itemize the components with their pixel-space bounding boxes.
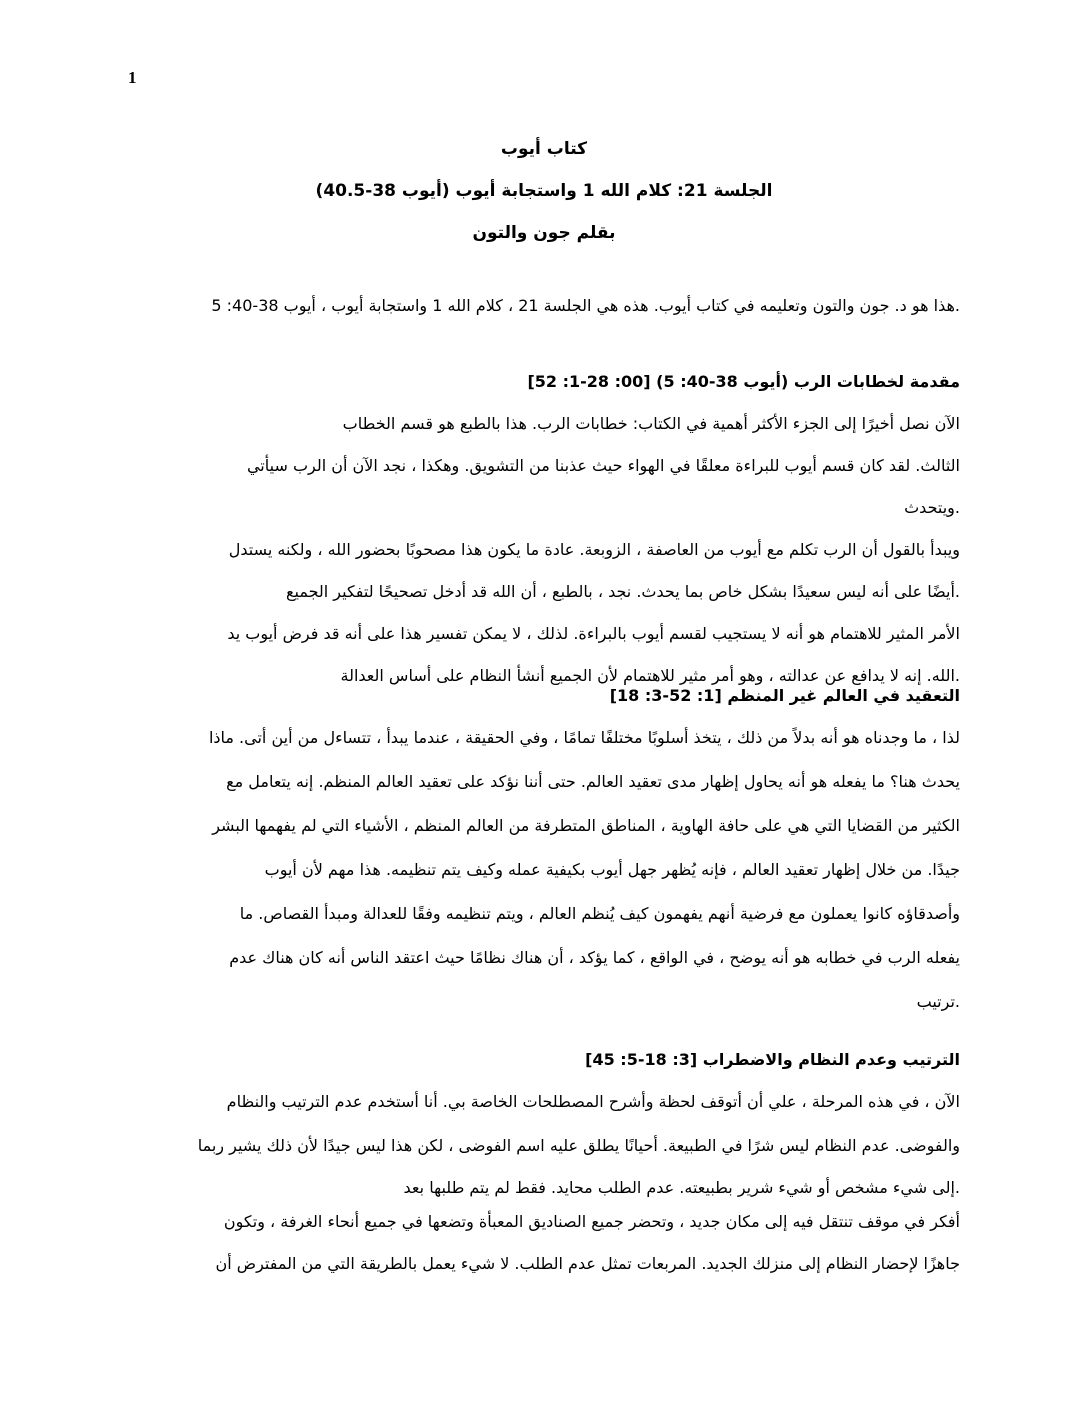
section-heading: مقدمة لخطابات الرب (أيوب 38-40: 5) [00: 28-1: 52] [527, 372, 960, 391]
paragraph-line: لذا ، ما وجدناه هو أنه بدلاً من ذلك ، يتخذ أسلوبًا مختلفًا تمامًا ، وفي الحقيقة ، عندما يبدأ ، تتساءل من أين أتى. ماذا [208, 728, 960, 747]
author-line: بقلم جون والتون [472, 223, 616, 243]
paragraph-line: .إلى شيء مشخص أو شيء شرير بطبيعته. عدم الطلب محايد. فقط لم يتم طلبها بعد [403, 1178, 960, 1197]
paragraph-line: يحدث هنا؟ ما يفعله هو أنه يحاول إظهار مدى تعقيد العالم. حتى أننا نؤكد على تعقيد العالم المنظم. إنه يتعامل مع [226, 772, 960, 791]
paragraph-line: الكثير من القضايا التي هي على حافة الهاوية ، المناطق المتطرفة من العالم المنظم ، الأشياء التي لم يفهمها البشر [212, 816, 960, 835]
paragraph-line: جاهزًا لإحضار النظام إلى منزلك الجديد. المربعات تمثل عدم الطلب. لا شيء يعمل بالطريقة التي من المفترض أن [215, 1254, 960, 1273]
paragraph-line: الأمر المثير للاهتمام هو أنه لا يستجيب لقسم أيوب بالبراءة. لذلك ، لا يمكن تفسير هذا على أنه قد فرض أيوب يد [227, 624, 960, 643]
paragraph-line: الآن نصل أخيرًا إلى الجزء الأكثر أهمية في الكتاب: خطابات الرب. هذا بالطبع هو قسم الخطاب [342, 414, 960, 433]
paragraph-line: .الله. إنه لا يدافع عن عدالته ، وهو أمر مثير للاهتمام لأن الجميع أنشأ النظام على أساس العدالة [340, 666, 960, 685]
book-title: كتاب أيوب [500, 139, 588, 159]
paragraph-line: الثالث. لقد كان قسم أيوب للبراءة معلقًا في الهواء حيث عذبنا من التشويق. وهكذا ، نجد الآن أن الرب سيأتي [246, 456, 960, 475]
paragraph-line: ويبدأ بالقول أن الرب تكلم مع أيوب من العاصفة ، الزوبعة. عادة ما يكون هذا مصحوبًا بحضور الله ، ولكنه يستدل [228, 540, 960, 559]
paragraph-line: جيدًا. من خلال إظهار تعقيد العالم ، فإنه يُظهر جهل أيوب بكيفية عمله وكيف يتم تنظيمه. هذا مهم لأن أيوب [264, 860, 960, 879]
paragraph-line: .أيضًا على أنه ليس سعيدًا بشكل خاص بما يحدث. نجد ، بالطبع ، أن الله قد أدخل تصحيحًا لتفكير الجميع [285, 582, 960, 601]
intro-paragraph: .هذا هو د. جون والتون وتعليمه في كتاب أيوب. هذه هي الجلسة 21 ، كلام الله 1 واستجابة أيوب ، أيوب 38-40: 5 [211, 296, 960, 315]
paragraph-line: .ويتحدث [904, 498, 960, 517]
page-number: 1 [128, 68, 137, 87]
paragraph-line: والفوضى. عدم النظام ليس شرًا في الطبيعة. أحيانًا يطلق عليه اسم الفوضى ، لكن هذا ليس جيدًا لأن ذلك يشير ربما [197, 1136, 960, 1155]
paragraph-line: أفكر في موقف تنتقل فيه إلى مكان جديد ، وتحضر جميع الصناديق المعبأة وتضعها في جميع أنحاء الغرفة ، وتكون [223, 1212, 960, 1231]
paragraph-line: يفعله الرب في خطابه هو أنه يوضح ، في الواقع ، كما يؤكد ، أن هناك نظامًا حيث اعتقد الناس أنه كان هناك عدم [229, 948, 960, 967]
paragraph-line: وأصدقاؤه كانوا يعملون مع فرضية أنهم يفهمون كيف يُنظم العالم ، ويتم تنظيمه وفقًا للعدالة ومبدأ القصاص. ما [239, 904, 960, 923]
document-body [128, 0, 960, 1408]
paragraph-line: الآن ، في هذه المرحلة ، علي أن أتوقف لحظة وأشرح المصطلحات الخاصة بي. أنا أستخدم عدم الترتيب والنظام [226, 1092, 960, 1111]
session-title: الجلسة 21: كلام الله 1 واستجابة أيوب (أيوب 38-40.5) [315, 181, 773, 201]
section-heading: الترتيب وعدم النظام والاضطراب [3: 18-5: 45] [585, 1050, 960, 1069]
paragraph-line: .ترتيب [916, 992, 960, 1011]
section-heading: التعقيد في العالم غير المنظم [1: 52-3: 18] [609, 686, 960, 705]
